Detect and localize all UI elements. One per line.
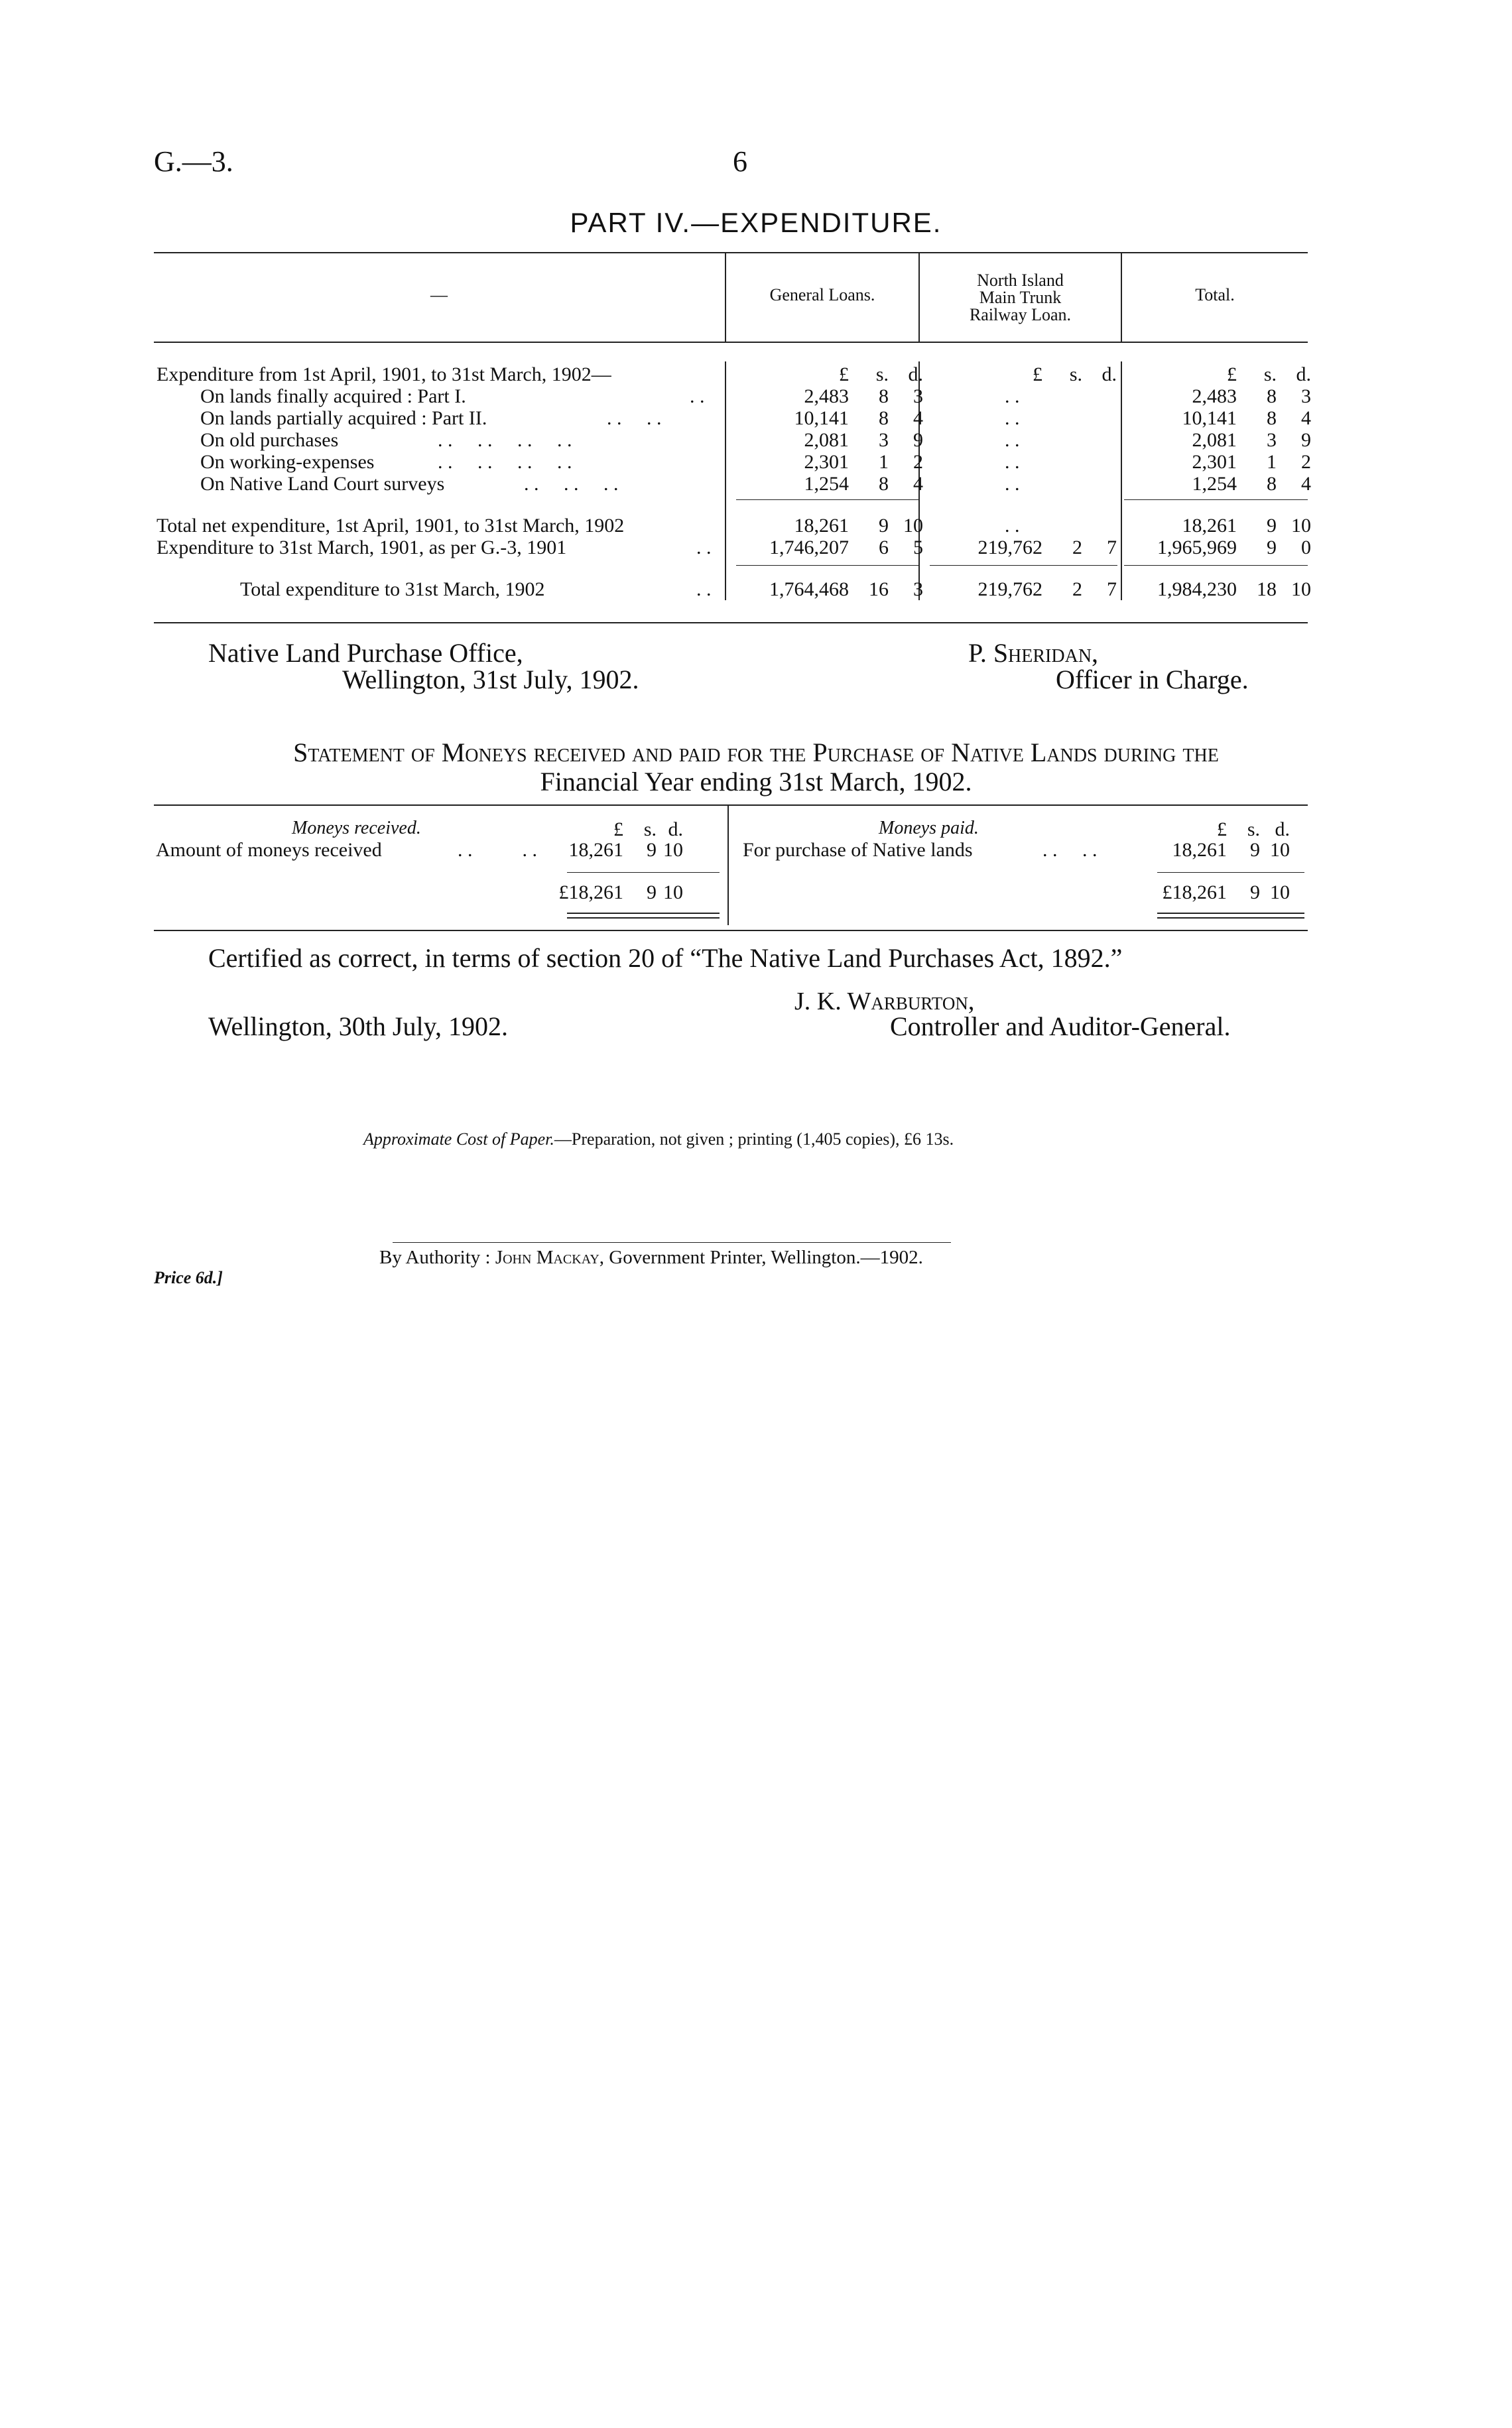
unit-pound: £ (613, 818, 623, 840)
pounds: 18,261 (1182, 515, 1237, 537)
pence: 5 (913, 537, 923, 558)
received-unit-row (531, 818, 683, 840)
leader-dots: . . . . . . . . (438, 451, 572, 473)
trunk-dots: . . (1005, 407, 1020, 429)
col-head-trunk-loan (920, 272, 1121, 324)
unit-pound: £ (1033, 363, 1042, 385)
trunk-dots: . . (1005, 515, 1020, 537)
unit-row-total (1124, 363, 1311, 385)
moneys-divider (727, 804, 729, 925)
pence: 10 (663, 839, 683, 861)
paid-amount (1154, 839, 1290, 861)
shillings: 8 (1267, 473, 1277, 495)
unit-row-trunk (930, 363, 1117, 385)
total-amount (1124, 537, 1311, 558)
shillings: 9 (879, 515, 889, 537)
paid-total (1154, 881, 1290, 903)
pounds: 1,965,969 (1157, 537, 1237, 558)
sum-rule (1157, 872, 1304, 873)
page-number: 6 (733, 145, 747, 178)
shillings: 1 (1267, 451, 1277, 473)
pounds: 1,254 (804, 473, 849, 495)
unit-shillings: s. (643, 818, 657, 840)
unit-pound: £ (1227, 363, 1237, 385)
trunk-amount (930, 537, 1117, 558)
shillings: 8 (879, 473, 889, 495)
pence: 2 (913, 451, 923, 473)
col-head-blank: — (430, 285, 448, 304)
pence: 0 (1301, 537, 1311, 558)
total-amount (1124, 578, 1311, 600)
leader-dots: . . . . (607, 407, 662, 429)
leader-dots: . . (696, 537, 712, 558)
section-label: Expenditure from 1st April, 1901, to 31st March, 1902— (157, 363, 611, 385)
pounds: 1,746,207 (769, 537, 849, 558)
pounds: 18,261 (1172, 839, 1227, 861)
total-amount (1124, 451, 1311, 473)
sum-rule (1124, 499, 1308, 500)
pounds: 219,762 (977, 578, 1042, 600)
general-amount (736, 537, 923, 558)
shillings: 9 (1267, 537, 1277, 558)
unit-pence: d. (908, 363, 923, 385)
unit-pound: £ (839, 363, 849, 385)
sum-rule (1124, 565, 1308, 566)
pence: 7 (1107, 537, 1117, 558)
row-label: On Native Land Court surveys (200, 473, 445, 495)
total-amount (1124, 385, 1311, 407)
double-rule (1157, 913, 1304, 914)
pence: 4 (1301, 473, 1311, 495)
trunk-dots: . . (1005, 385, 1020, 407)
leader-dots: . . (696, 578, 712, 600)
shillings: 1 (879, 451, 889, 473)
pence: 7 (1107, 578, 1117, 600)
shillings: 8 (1267, 407, 1277, 429)
unit-shillings: s. (875, 363, 889, 385)
double-rule (567, 913, 720, 914)
double-rule (567, 917, 720, 919)
shillings: 9 (1250, 881, 1260, 903)
col-head-trunk-line: North Island (977, 271, 1064, 290)
document-reference: G.—3. (154, 145, 233, 178)
cost-label: Approximate Cost of Paper. (363, 1129, 554, 1149)
statement-heading: Statement of Moneys received and paid for the Purchase of Native Lands during the (293, 737, 1219, 767)
unit-shillings: s. (1263, 363, 1277, 385)
pence: 9 (1301, 429, 1311, 451)
received-total (531, 881, 683, 903)
pounds: 2,483 (1192, 385, 1237, 407)
total-amount (1124, 429, 1311, 451)
shillings: 9 (647, 839, 657, 861)
pence: 10 (1270, 881, 1290, 903)
certification-text: Certified as correct, in terms of section 20 of “The Native Land Purchases Act, 1892.” (208, 943, 1123, 973)
pounds: 2,483 (804, 385, 849, 407)
trunk-dots: . . (1005, 451, 1020, 473)
cost-text: —Preparation, not given ; printing (1,405 copies), £6 13s. (554, 1129, 954, 1149)
shillings: 9 (647, 881, 657, 903)
shillings: 9 (1267, 515, 1277, 537)
cost-note (363, 1129, 954, 1149)
pounds: 2,081 (1192, 429, 1237, 451)
col-head-trunk-line: Railway Loan. (969, 305, 1072, 324)
shillings: 8 (879, 407, 889, 429)
leader-dots: . . . . (458, 839, 537, 861)
trunk-dots: . . (1005, 473, 1020, 495)
shillings: 8 (1267, 385, 1277, 407)
shillings: 3 (879, 429, 889, 451)
pounds: 1,984,230 (1157, 578, 1237, 600)
double-rule (1157, 917, 1304, 919)
pence: 10 (1291, 578, 1311, 600)
pence: 3 (913, 578, 923, 600)
moneys-top-rule (154, 804, 1308, 806)
leader-dots: . . . . . . (524, 473, 619, 495)
shillings: 2 (1072, 537, 1082, 558)
table-bottom-rule (154, 622, 1308, 623)
row-label: On old purchases (200, 429, 339, 451)
authority-prefix: By Authority : (379, 1247, 491, 1268)
general-amount (736, 429, 923, 451)
unit-pence: d. (1275, 818, 1290, 840)
pence: 3 (913, 385, 923, 407)
row-label: On lands partially acquired : Part II. (200, 407, 487, 429)
general-amount (736, 407, 923, 429)
pence: 2 (1301, 451, 1311, 473)
sum-rule (567, 872, 720, 873)
table-header-rule (154, 342, 1308, 343)
table-top-rule (154, 252, 1308, 253)
authority-line (379, 1247, 923, 1269)
auditor-title: Controller and Auditor-General. (890, 1011, 1231, 1041)
leader-dots: . . (690, 385, 705, 407)
shillings: 9 (1250, 839, 1260, 861)
unit-pence: d. (1102, 363, 1117, 385)
column-rule (725, 361, 726, 600)
pence: 10 (1270, 839, 1290, 861)
pence: 4 (913, 473, 923, 495)
pence: 3 (1301, 385, 1311, 407)
office-name: Native Land Purchase Office, (208, 638, 523, 668)
col-head-general-loans: General Loans. (769, 285, 875, 304)
auditor-date: Wellington, 30th July, 1902. (208, 1011, 508, 1041)
received-amount (531, 839, 683, 861)
pounds: 2,301 (1192, 451, 1237, 473)
price: Price 6d.] (154, 1268, 223, 1287)
general-amount (736, 385, 923, 407)
trunk-dots: . . (1005, 429, 1020, 451)
row-label: Total net expenditure, 1st April, 1901, to 31st March, 1902 (157, 515, 625, 537)
office-date: Wellington, 31st July, 1902. (342, 665, 639, 694)
printer-name: John Mackay, (495, 1247, 605, 1268)
shillings: 3 (1267, 429, 1277, 451)
pounds: 10,141 (794, 407, 849, 429)
row-label: Total expenditure to 31st March, 1902 (240, 578, 545, 600)
col-head-trunk-line: Main Trunk (979, 288, 1062, 307)
leader-dots: . . . . . . . . (438, 429, 572, 451)
sum-rule (930, 565, 1117, 566)
shillings: 2 (1072, 578, 1082, 600)
statement-subheading: Financial Year ending 31st March, 1902. (540, 767, 972, 797)
signatory-name: P. Sheridan, (968, 638, 1099, 668)
received-heading: Moneys received. (292, 818, 421, 838)
pence: 10 (1291, 515, 1311, 537)
sum-rule (736, 499, 918, 500)
pence: 10 (663, 881, 683, 903)
shillings: 16 (869, 578, 889, 600)
unit-pound: £ (1217, 818, 1227, 840)
footer-rule (393, 1242, 951, 1243)
pence: 4 (1301, 407, 1311, 429)
signatory-title: Officer in Charge. (1056, 665, 1249, 694)
pence: 10 (903, 515, 923, 537)
total-amount (1124, 407, 1311, 429)
pence: 4 (913, 407, 923, 429)
pounds: £18,261 (558, 881, 623, 903)
moneys-bottom-rule (154, 930, 1308, 931)
unit-pence: d. (1296, 363, 1311, 385)
shillings: 18 (1257, 578, 1277, 600)
sum-rule (736, 565, 918, 566)
auditor-name: J. K. Warburton, (794, 988, 975, 1015)
paid-unit-row (1154, 818, 1290, 840)
shillings: 8 (879, 385, 889, 407)
pounds: 219,762 (977, 537, 1042, 558)
general-amount (736, 515, 923, 537)
shillings: 6 (879, 537, 889, 558)
row-label: Expenditure to 31st March, 1901, as per G.-3, 1901 (157, 537, 567, 558)
pounds: 18,261 (568, 839, 623, 861)
part-title: PART IV.—EXPENDITURE. (570, 207, 942, 238)
leader-dots: . . . . (1042, 839, 1098, 861)
trunk-amount (930, 578, 1117, 600)
unit-row-general (736, 363, 923, 385)
unit-shillings: s. (1247, 818, 1260, 840)
column-rule (1121, 361, 1122, 600)
general-amount (736, 451, 923, 473)
general-amount (736, 578, 923, 600)
total-amount (1124, 515, 1311, 537)
authority-rest: Government Printer, Wellington.—1902. (609, 1247, 923, 1268)
pounds: £18,261 (1162, 881, 1227, 903)
pounds: 1,764,468 (769, 578, 849, 600)
pence: 9 (913, 429, 923, 451)
col-head-total: Total. (1195, 285, 1235, 304)
pounds: 2,301 (804, 451, 849, 473)
unit-shillings: s. (1069, 363, 1082, 385)
received-label: Amount of moneys received (156, 839, 382, 861)
paid-heading: Moneys paid. (879, 818, 979, 838)
pounds: 2,081 (804, 429, 849, 451)
pounds: 10,141 (1182, 407, 1237, 429)
row-label: On working-expenses (200, 451, 375, 473)
pounds: 1,254 (1192, 473, 1237, 495)
pounds: 18,261 (794, 515, 849, 537)
row-label: On lands finally acquired : Part I. (200, 385, 466, 407)
general-amount (736, 473, 923, 495)
total-amount (1124, 473, 1311, 495)
paid-label: For purchase of Native lands (743, 839, 973, 861)
unit-pence: d. (668, 818, 683, 840)
